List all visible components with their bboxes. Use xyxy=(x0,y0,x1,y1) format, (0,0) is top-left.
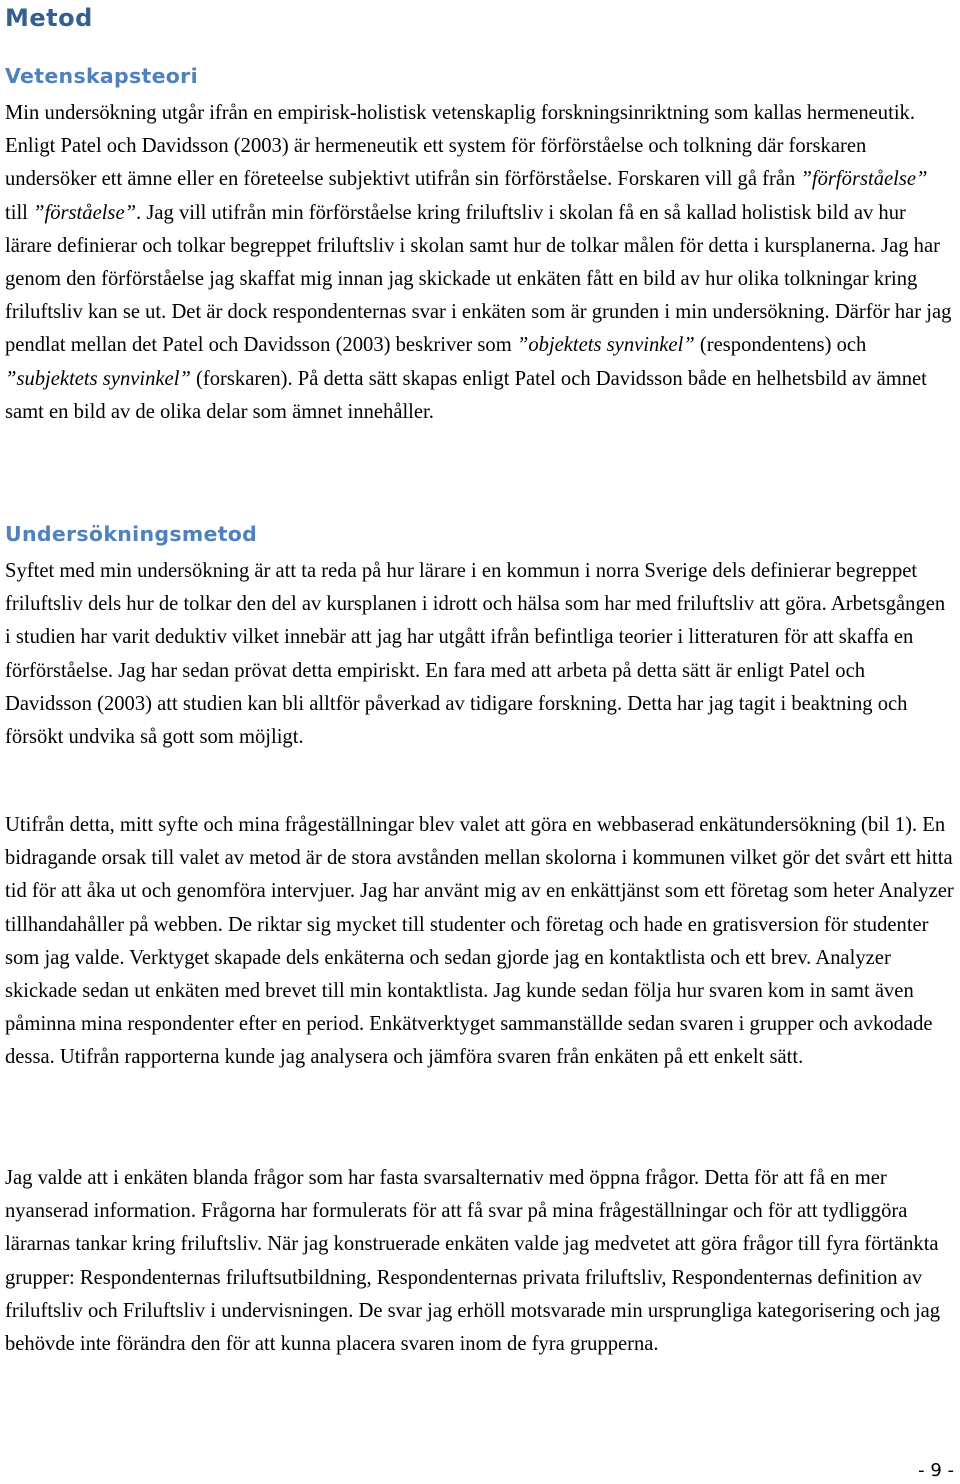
paragraph-fragor: Jag valde att i enkäten blanda frågor som har fasta svarsalternativ med öppna frågor. Detta för att få en mer nyanserad information. Frågorna har formulerats för att få svar på mina frågeställningar och för att tydliggöra lärarnas tankar kring friluftsliv. När jag konstruerade enkäten valde jag medvetet att göra frågor till fyra förtänkta grupper: Respondenternas friluftsutbildning, Respondenternas privata friluftsliv, Respondenternas definition av friluftsliv och Friluftsliv i undervisningen. De svar jag erhöll motsvarade min ursprungliga kategorisering och jag behövde inte förändra den för att kunna placera svaren inom de fyra grupperna. xyxy=(5,1167,941,1356)
section-heading-undersokningsmetod: Undersökningsmetod xyxy=(5,522,258,546)
italic-term: ”objektets synvinkel” xyxy=(516,334,695,357)
paragraph-syfte: Syftet med min undersökning är att ta reda på hur lärare i en kommun i norra Sverige dels definierar begreppet friluftsliv dels hur de tolkar den del av kursplanen i idrott och hälsa som har med friluftsliv att göra. Arbetsgången i studien har varit deduktiv vilket innebär att jag har utgått ifrån befintliga teorier i litteraturen för att skaffa en förförståelse. Jag har sedan prövat detta empiriskt. En fara med att arbeta på detta sätt är enligt Patel och Davidsson (2003) att studien kan bli alltför påverkad av tidigare forskning. Detta har jag tagit i beaktning och försökt undvika så gott som möjligt. xyxy=(5,560,946,749)
italic-term: ”subjektets synvinkel” xyxy=(5,367,191,390)
page-title: Metod xyxy=(5,4,93,32)
page-number: - 9 - xyxy=(918,1460,954,1481)
section-heading-vetenskapsteori: Vetenskapsteori xyxy=(5,64,198,88)
paragraph-enkatundersokning: Utifrån detta, mitt syfte och mina frågeställningar blev valet att göra en webbaserad enkätundersökning (bil 1). En bidragande orsak till valet av metod är de stora avstånden mellan skolorna i kommunen vilket gör det svårt ett hitta tid för att åka ut och genomföra intervjuer. Jag har använt mig av en enkättjänst som ett företag som heter Analyzer tillhandahåller på webben. De riktar sig mycket till studenter och företag och hade en gratisversion för studenter som jag valde. Verktyget skapade dels enkäterna och sedan gjorde jag en kontaktlista och ett brev. Analyzer skickade sedan ut enkäten med brevet till min kontaktlista. Jag kunde sedan följa hur svaren kom in samt även påminna mina respondenter efter en period. Enkätverktyget sammanställde sedan svaren i grupper och avkodade dessa. Utifrån rapporterna kunde jag analysera och jämföra svaren från enkäten på ett enkelt sätt. xyxy=(5,814,954,1069)
paragraph-vetenskapsteori: Min undersökning utgår ifrån en empirisk-holistisk vetenskaplig forskningsinriktning som kallas hermeneutik. Enligt Patel och Davidsson (2003) är hermeneutik ett system för förförståelse och tolkning där forskaren undersöker ett ämne eller en företeelse subjektivt utifrån sin förförståelse. Forskaren vill gå från ”förförståelse” till ”förståelse”. Jag vill utifrån min förförståelse kring friluftsliv i skolan få en så kallad holistisk bild av hur lärare definierar och tolkar begreppet friluftsliv i skolan samt hur de tolkar målen för detta i kursplanerna. Jag har genom den förförståelse jag skaffat mig innan jag skickade ut enkäten fått en bild av hur olika tolkningar kring friluftsliv kan se ut. Det är dock respondenternas svar i enkäten som är grunden i min undersökning. Därför har jag pendlat mellan det Patel och Davidsson (2003) beskriver som ”objektets synvinkel” (respondentens) och ”subjektets synvinkel” (forskaren). På detta sätt skapas enligt Patel och Davidsson både en helhetsbild av ämnet samt en bild av de olika delar som ämnet innehåller. xyxy=(5,102,952,423)
italic-term: ”förståelse” xyxy=(33,201,137,224)
italic-term: ”förförståelse” xyxy=(800,168,928,191)
